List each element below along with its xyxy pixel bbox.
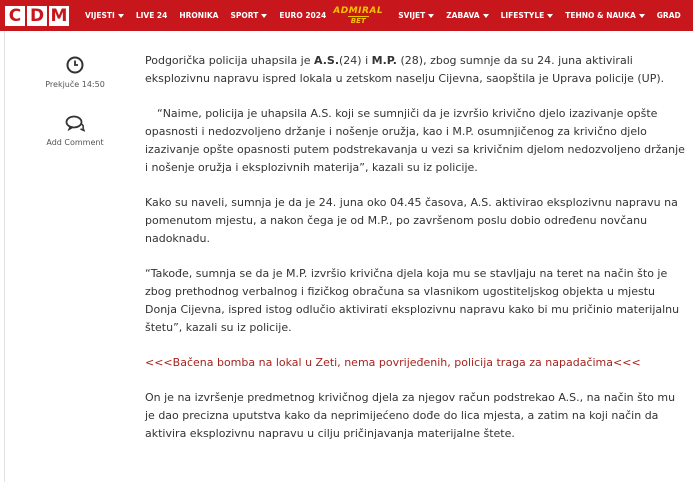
add-comment-label: Add Comment bbox=[46, 138, 104, 147]
sponsor-logo[interactable] bbox=[330, 6, 386, 26]
nav-item-vijesti[interactable] bbox=[85, 11, 124, 20]
nav-item-sport[interactable] bbox=[231, 11, 268, 20]
suspect-name: A.S. bbox=[314, 54, 339, 67]
nav-item-live24[interactable] bbox=[136, 11, 168, 20]
related-article-link[interactable]: <<<Bačena bomba na lokal u Zeti, nema povrijeđenih, policija traga za napadačima<<< bbox=[145, 356, 641, 369]
nav-item-label: VIJESTI bbox=[85, 11, 115, 20]
clock-icon bbox=[66, 56, 84, 74]
article-paragraph: On je na izvršenje predmetnog krivičnog djela za njegov račun podstrekao A.S., na način što mu je dao precizna uputstva kako da neprimijećeno dođe do lica mjesta, a zatim na koji način da aktivira eksplozivnu napravu u cilju pričinjavanja materijalne štete. bbox=[145, 391, 676, 440]
publish-time-label: Prekjuče 14:50 bbox=[45, 80, 105, 89]
article-quote: “Naime, policija je uhapsila A.S. koji se sumnjiči da je izvršio krivično djelo izazivanje opšte opasnosti i nedozvoljeno držanje i nošenje oružja, kao i M.P. osumnjičenog za krivično djelo izazivanje opšte opasnosti putem podstrekavanja u vezi sa krivičnim djelom nedozvoljeno držanje i nošenje oružja i eksplozivnih materija”, kazali su iz policije. bbox=[145, 107, 685, 174]
chevron-down-icon bbox=[547, 14, 553, 18]
chevron-down-icon bbox=[118, 14, 124, 18]
chevron-down-icon bbox=[428, 14, 434, 18]
content-left-border bbox=[4, 31, 5, 482]
site-logo[interactable] bbox=[5, 6, 69, 26]
chevron-down-icon bbox=[639, 14, 645, 18]
suspect-name: M.P. bbox=[371, 54, 397, 67]
main-nav bbox=[85, 0, 693, 31]
nav-item-zabava[interactable] bbox=[446, 11, 488, 20]
nav-item-svijet[interactable] bbox=[398, 11, 434, 20]
nav-item-euro2024[interactable] bbox=[279, 11, 326, 20]
logo-letter-d: D bbox=[27, 6, 47, 26]
related-article-paragraph bbox=[145, 354, 685, 372]
nav-item-label: SPORT bbox=[230, 11, 259, 20]
article-paragraph bbox=[145, 52, 685, 88]
text-run: Podgorička policija uhapsila je bbox=[145, 54, 314, 67]
nav-item-label: SVIJET bbox=[398, 11, 426, 20]
logo-letter-c: C bbox=[5, 6, 25, 26]
chevron-down-icon bbox=[483, 14, 489, 18]
nav-item-hronika[interactable] bbox=[179, 11, 218, 20]
sponsor-logo-bottom: BET bbox=[348, 16, 369, 25]
text-run: (28), zbog sumnje da su 24. juna aktivirali eksplozivnu napravu ispred lokala u zetskom naselju Cijevna, saopštila je Uprava policije (UP). bbox=[145, 54, 665, 85]
nav-item-label: LIVE 24 bbox=[135, 11, 168, 20]
logo-letter-m: M bbox=[50, 5, 68, 26]
nav-item-lifestyle[interactable] bbox=[501, 11, 554, 20]
text-run: (24) i bbox=[339, 54, 372, 67]
sponsor-logo-top: ADMIRAL bbox=[333, 5, 384, 16]
article-paragraph: Kako su naveli, sumnja je da je 24. juna oko 04.45 časova, A.S. aktivirao eksplozivnu napravu na pomenutom mjestu, a nakon čega je od M.P., po završenom poslu dobio određenu novčanu nadoknadu. bbox=[145, 196, 678, 245]
nav-item-label: EURO 2024 bbox=[279, 11, 327, 20]
nav-item-label: ZABAVA bbox=[446, 11, 480, 20]
nav-item-label: LIFESTYLE bbox=[500, 11, 545, 20]
nav-item-label: GRAD bbox=[656, 11, 681, 20]
comment-icon bbox=[65, 115, 85, 132]
top-navigation-bar bbox=[0, 0, 693, 31]
nav-item-tehno-nauka[interactable] bbox=[565, 11, 645, 20]
publish-time bbox=[40, 56, 110, 89]
chevron-down-icon bbox=[261, 14, 267, 18]
nav-item-label: TEHNO & NAUKA bbox=[565, 11, 636, 20]
nav-item-label: HRONIKA bbox=[179, 11, 219, 20]
article-body bbox=[145, 52, 685, 460]
nav-item-grad[interactable] bbox=[657, 11, 681, 20]
add-comment[interactable] bbox=[40, 115, 110, 147]
article-quote: “Takođe, sumnja se da je M.P. izvršio krivična djela koja mu se stavljaju na teret na način što je zbog prethodnog verbalnog i fizičkog obračuna sa vlasnikom ugostiteljskog objekta u mjestu Donja Cijevna, ispred istog odlučio aktivirati eksplozivnu napravu kako bi mu pričinio materijalnu štetu”, kazali su iz policije. bbox=[145, 267, 680, 334]
